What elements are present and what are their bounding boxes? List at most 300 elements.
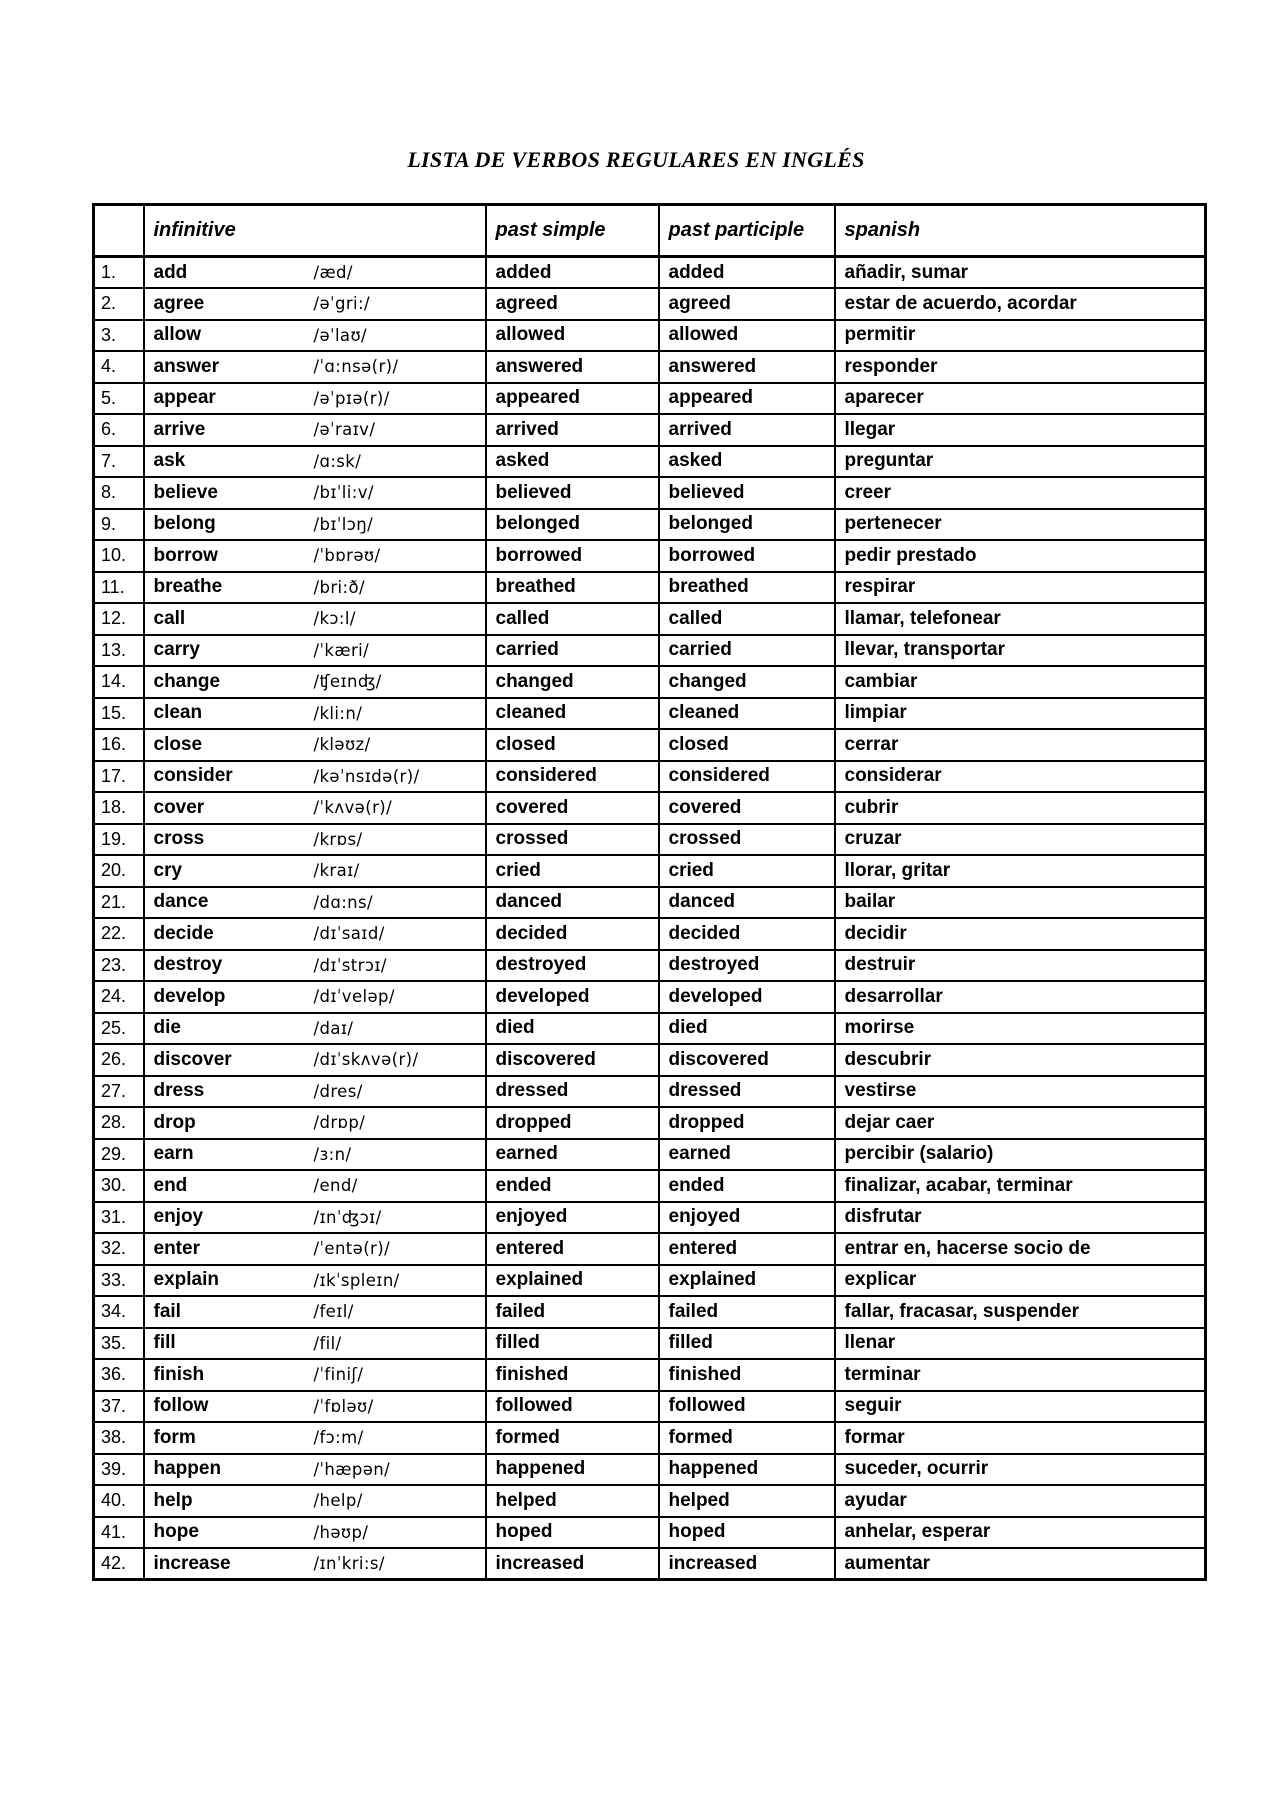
row-number: 26. bbox=[94, 1044, 144, 1076]
table-row bbox=[94, 446, 1206, 478]
verb-infinitive: decide bbox=[153, 922, 214, 944]
verb-spanish: finalizar, acabar, terminar bbox=[835, 1170, 1206, 1202]
infinitive-cell bbox=[144, 1328, 486, 1360]
table-row bbox=[94, 1107, 1206, 1139]
table-row bbox=[94, 887, 1206, 919]
verb-past-participle: enjoyed bbox=[659, 1202, 835, 1234]
verb-spanish: seguir bbox=[835, 1391, 1206, 1423]
verb-past-participle: allowed bbox=[659, 320, 835, 352]
verb-infinitive: cross bbox=[153, 828, 205, 850]
verb-past-participle: belonged bbox=[659, 509, 835, 541]
verb-past-participle: dressed bbox=[659, 1076, 835, 1108]
infinitive-cell bbox=[144, 1139, 486, 1171]
verb-infinitive: appear bbox=[153, 387, 216, 409]
verb-past-simple: borrowed bbox=[486, 540, 659, 572]
verb-past-simple: developed bbox=[486, 981, 659, 1013]
verb-phonetic: /ɜ:n/ bbox=[313, 1144, 352, 1164]
verb-spanish: pedir prestado bbox=[835, 540, 1206, 572]
verb-past-participle: hoped bbox=[659, 1517, 835, 1549]
verb-past-simple: ended bbox=[486, 1170, 659, 1202]
verb-spanish: aparecer bbox=[835, 383, 1206, 415]
header-infinitive: infinitive bbox=[144, 205, 486, 257]
infinitive-cell bbox=[144, 1233, 486, 1265]
verb-spanish: formar bbox=[835, 1422, 1206, 1454]
verb-phonetic: /ˈhæpən/ bbox=[313, 1459, 391, 1479]
verb-past-simple: believed bbox=[486, 477, 659, 509]
verb-past-participle: answered bbox=[659, 351, 835, 383]
verb-past-simple: carried bbox=[486, 635, 659, 667]
row-number: 17. bbox=[94, 761, 144, 793]
header-row bbox=[94, 205, 1206, 257]
verb-spanish: añadir, sumar bbox=[835, 257, 1206, 289]
row-number: 12. bbox=[94, 603, 144, 635]
row-number: 27. bbox=[94, 1076, 144, 1108]
verb-spanish: explicar bbox=[835, 1265, 1206, 1297]
verb-past-simple: allowed bbox=[486, 320, 659, 352]
row-number: 15. bbox=[94, 698, 144, 730]
row-number: 2. bbox=[94, 288, 144, 320]
row-number: 30. bbox=[94, 1170, 144, 1202]
verb-past-simple: died bbox=[486, 1013, 659, 1045]
verb-infinitive: answer bbox=[153, 355, 219, 377]
verb-past-simple: entered bbox=[486, 1233, 659, 1265]
verb-infinitive: close bbox=[153, 733, 203, 755]
table-row bbox=[94, 698, 1206, 730]
table-row bbox=[94, 1202, 1206, 1234]
verb-infinitive: help bbox=[153, 1489, 193, 1511]
row-number: 35. bbox=[94, 1328, 144, 1360]
verb-spanish: cruzar bbox=[835, 824, 1206, 856]
verb-past-participle: cleaned bbox=[659, 698, 835, 730]
verb-past-simple: happened bbox=[486, 1454, 659, 1486]
verb-past-simple: cried bbox=[486, 855, 659, 887]
verb-spanish: respirar bbox=[835, 572, 1206, 604]
table-row bbox=[94, 1485, 1206, 1517]
infinitive-cell bbox=[144, 1296, 486, 1328]
row-number: 8. bbox=[94, 477, 144, 509]
verb-phonetic: /kəˈnsɪdə(r)/ bbox=[313, 766, 420, 786]
row-number: 33. bbox=[94, 1265, 144, 1297]
verb-past-simple: answered bbox=[486, 351, 659, 383]
row-number: 3. bbox=[94, 320, 144, 352]
verb-spanish: estar de acuerdo, acordar bbox=[835, 288, 1206, 320]
verb-infinitive: fill bbox=[153, 1332, 176, 1354]
verb-spanish: responder bbox=[835, 351, 1206, 383]
verb-past-participle: covered bbox=[659, 792, 835, 824]
verb-phonetic: /ˈentə(r)/ bbox=[313, 1239, 391, 1259]
table-row bbox=[94, 666, 1206, 698]
infinitive-cell bbox=[144, 1548, 486, 1580]
verb-past-simple: followed bbox=[486, 1391, 659, 1423]
header-past-participle: past participle bbox=[659, 205, 835, 257]
verb-past-participle: added bbox=[659, 257, 835, 289]
infinitive-cell bbox=[144, 351, 486, 383]
verb-past-participle: failed bbox=[659, 1296, 835, 1328]
verb-past-simple: helped bbox=[486, 1485, 659, 1517]
row-number: 6. bbox=[94, 414, 144, 446]
verb-past-participle: agreed bbox=[659, 288, 835, 320]
infinitive-cell bbox=[144, 383, 486, 415]
row-number: 32. bbox=[94, 1233, 144, 1265]
verb-infinitive: ask bbox=[153, 450, 186, 472]
verb-past-simple: added bbox=[486, 257, 659, 289]
verb-past-simple: crossed bbox=[486, 824, 659, 856]
verb-table-body bbox=[94, 257, 1206, 1580]
row-number: 19. bbox=[94, 824, 144, 856]
verb-past-participle: called bbox=[659, 603, 835, 635]
verb-spanish: vestirse bbox=[835, 1076, 1206, 1108]
infinitive-cell bbox=[144, 792, 486, 824]
verb-past-simple: enjoyed bbox=[486, 1202, 659, 1234]
verb-spanish: llegar bbox=[835, 414, 1206, 446]
verb-spanish: considerar bbox=[835, 761, 1206, 793]
verb-past-simple: hoped bbox=[486, 1517, 659, 1549]
infinitive-cell bbox=[144, 1454, 486, 1486]
verb-past-simple: discovered bbox=[486, 1044, 659, 1076]
row-number: 10. bbox=[94, 540, 144, 572]
row-number: 11. bbox=[94, 572, 144, 604]
verb-spanish: llevar, transportar bbox=[835, 635, 1206, 667]
table-row bbox=[94, 1517, 1206, 1549]
verb-past-participle: destroyed bbox=[659, 950, 835, 982]
row-number: 9. bbox=[94, 509, 144, 541]
table-row bbox=[94, 1422, 1206, 1454]
verb-spanish: disfrutar bbox=[835, 1202, 1206, 1234]
infinitive-cell bbox=[144, 729, 486, 761]
infinitive-cell bbox=[144, 1265, 486, 1297]
verb-past-simple: called bbox=[486, 603, 659, 635]
verb-phonetic: /əˈgri:/ bbox=[313, 294, 370, 314]
verb-infinitive: end bbox=[153, 1174, 188, 1196]
verb-infinitive: discover bbox=[153, 1048, 232, 1070]
table-row bbox=[94, 1548, 1206, 1580]
table-row bbox=[94, 1170, 1206, 1202]
verb-infinitive: finish bbox=[153, 1363, 205, 1385]
verb-phonetic: /end/ bbox=[313, 1176, 358, 1196]
verb-infinitive: enjoy bbox=[153, 1206, 204, 1228]
verb-spanish: preguntar bbox=[835, 446, 1206, 478]
verb-phonetic: /kli:n/ bbox=[313, 703, 363, 723]
verb-spanish: destruir bbox=[835, 950, 1206, 982]
verb-past-simple: destroyed bbox=[486, 950, 659, 982]
verb-spanish: cubrir bbox=[835, 792, 1206, 824]
table-row bbox=[94, 855, 1206, 887]
row-number: 36. bbox=[94, 1359, 144, 1391]
verb-infinitive: increase bbox=[153, 1552, 231, 1574]
row-number: 21. bbox=[94, 887, 144, 919]
table-row bbox=[94, 1233, 1206, 1265]
verb-past-simple: arrived bbox=[486, 414, 659, 446]
verb-infinitive: add bbox=[153, 261, 188, 283]
header-spanish: spanish bbox=[835, 205, 1206, 257]
row-number: 24. bbox=[94, 981, 144, 1013]
verb-infinitive: die bbox=[153, 1017, 181, 1039]
infinitive-cell bbox=[144, 887, 486, 919]
verb-phonetic: /dɪˈskʌvə(r)/ bbox=[313, 1050, 419, 1070]
row-number: 16. bbox=[94, 729, 144, 761]
verb-past-simple: earned bbox=[486, 1139, 659, 1171]
table-row bbox=[94, 1328, 1206, 1360]
verb-past-participle: danced bbox=[659, 887, 835, 919]
verb-phonetic: /ˈkʌvə(r)/ bbox=[313, 798, 393, 818]
verb-past-simple: agreed bbox=[486, 288, 659, 320]
verb-infinitive: hope bbox=[153, 1521, 199, 1543]
verb-phonetic: /həʊp/ bbox=[313, 1522, 369, 1542]
verb-infinitive: call bbox=[153, 607, 186, 629]
document-title: LISTA DE VERBOS REGULARES EN INGLÉS bbox=[407, 147, 865, 172]
verb-phonetic: /dɪˈsaɪd/ bbox=[313, 924, 385, 944]
verb-infinitive: happen bbox=[153, 1458, 222, 1480]
table-row bbox=[94, 950, 1206, 982]
verb-infinitive: earn bbox=[153, 1143, 194, 1165]
verb-infinitive: borrow bbox=[153, 544, 218, 566]
verb-spanish: anhelar, esperar bbox=[835, 1517, 1206, 1549]
table-row bbox=[94, 1454, 1206, 1486]
verb-spanish: creer bbox=[835, 477, 1206, 509]
verb-past-participle: helped bbox=[659, 1485, 835, 1517]
verb-phonetic: /dɑ:ns/ bbox=[313, 892, 373, 912]
verb-phonetic: /ˈfiniʃ/ bbox=[313, 1365, 364, 1385]
verb-spanish: suceder, ocurrir bbox=[835, 1454, 1206, 1486]
row-number: 20. bbox=[94, 855, 144, 887]
verb-phonetic: /daɪ/ bbox=[313, 1018, 354, 1038]
verb-phonetic: /fil/ bbox=[313, 1333, 342, 1353]
table-row bbox=[94, 257, 1206, 289]
verb-infinitive: carry bbox=[153, 639, 200, 661]
verb-past-simple: asked bbox=[486, 446, 659, 478]
verb-infinitive: breathe bbox=[153, 576, 223, 598]
verb-past-simple: covered bbox=[486, 792, 659, 824]
row-number: 18. bbox=[94, 792, 144, 824]
verb-spanish: llorar, gritar bbox=[835, 855, 1206, 887]
verb-phonetic: /bɪˈli:v/ bbox=[313, 483, 374, 503]
verb-spanish: aumentar bbox=[835, 1548, 1206, 1580]
verb-past-participle: entered bbox=[659, 1233, 835, 1265]
verb-spanish: bailar bbox=[835, 887, 1206, 919]
verb-spanish: cerrar bbox=[835, 729, 1206, 761]
row-number: 28. bbox=[94, 1107, 144, 1139]
table-row bbox=[94, 477, 1206, 509]
verb-infinitive: consider bbox=[153, 765, 233, 787]
infinitive-cell bbox=[144, 761, 486, 793]
table-row bbox=[94, 918, 1206, 950]
verb-infinitive: allow bbox=[153, 324, 202, 346]
table-row bbox=[94, 761, 1206, 793]
verb-past-participle: arrived bbox=[659, 414, 835, 446]
verb-past-participle: carried bbox=[659, 635, 835, 667]
verb-phonetic: /drɒp/ bbox=[313, 1113, 366, 1133]
infinitive-cell bbox=[144, 414, 486, 446]
verb-past-participle: explained bbox=[659, 1265, 835, 1297]
verb-phonetic: /ˈfɒləʊ/ bbox=[313, 1396, 374, 1416]
row-number: 41. bbox=[94, 1517, 144, 1549]
verb-past-participle: asked bbox=[659, 446, 835, 478]
table-row bbox=[94, 1359, 1206, 1391]
verb-spanish: cambiar bbox=[835, 666, 1206, 698]
infinitive-cell bbox=[144, 572, 486, 604]
verb-infinitive: change bbox=[153, 670, 221, 692]
verb-phonetic: /əˈraɪv/ bbox=[313, 420, 376, 440]
verb-phonetic: /ʧeɪnʤ/ bbox=[313, 672, 382, 692]
infinitive-cell bbox=[144, 540, 486, 572]
verb-infinitive: agree bbox=[153, 292, 205, 314]
verb-infinitive: clean bbox=[153, 702, 203, 724]
verb-past-participle: decided bbox=[659, 918, 835, 950]
infinitive-cell bbox=[144, 1170, 486, 1202]
row-number: 34. bbox=[94, 1296, 144, 1328]
infinitive-cell bbox=[144, 1107, 486, 1139]
infinitive-cell bbox=[144, 1044, 486, 1076]
verb-infinitive: form bbox=[153, 1426, 196, 1448]
verb-table bbox=[92, 203, 1207, 1581]
infinitive-cell bbox=[144, 288, 486, 320]
table-row bbox=[94, 635, 1206, 667]
verb-phonetic: /ɑ:sk/ bbox=[313, 451, 362, 471]
verb-past-participle: crossed bbox=[659, 824, 835, 856]
verb-past-simple: finished bbox=[486, 1359, 659, 1391]
verb-past-simple: increased bbox=[486, 1548, 659, 1580]
verb-infinitive: believe bbox=[153, 481, 218, 503]
verb-phonetic: /ɪnˈʤɔɪ/ bbox=[313, 1207, 382, 1227]
verb-phonetic: /ˈbɒrəʊ/ bbox=[313, 546, 381, 566]
verb-past-simple: dressed bbox=[486, 1076, 659, 1108]
table-row bbox=[94, 1139, 1206, 1171]
row-number: 29. bbox=[94, 1139, 144, 1171]
verb-spanish: pertenecer bbox=[835, 509, 1206, 541]
verb-phonetic: /əˈlaʊ/ bbox=[313, 325, 367, 345]
verb-past-participle: borrowed bbox=[659, 540, 835, 572]
verb-infinitive: explain bbox=[153, 1269, 219, 1291]
verb-past-participle: earned bbox=[659, 1139, 835, 1171]
verb-past-simple: breathed bbox=[486, 572, 659, 604]
verb-past-simple: appeared bbox=[486, 383, 659, 415]
verb-spanish: decidir bbox=[835, 918, 1206, 950]
table-row bbox=[94, 540, 1206, 572]
verb-phonetic: /bɪˈlɔŋ/ bbox=[313, 514, 374, 534]
verb-past-simple: failed bbox=[486, 1296, 659, 1328]
verb-infinitive: drop bbox=[153, 1111, 196, 1133]
row-number: 31. bbox=[94, 1202, 144, 1234]
verb-past-participle: increased bbox=[659, 1548, 835, 1580]
verb-past-participle: cried bbox=[659, 855, 835, 887]
row-number: 1. bbox=[94, 257, 144, 289]
verb-past-simple: changed bbox=[486, 666, 659, 698]
verb-phonetic: /help/ bbox=[313, 1491, 363, 1511]
infinitive-cell bbox=[144, 1485, 486, 1517]
verb-phonetic: /kɔ:l/ bbox=[313, 609, 356, 629]
infinitive-cell bbox=[144, 477, 486, 509]
verb-infinitive: arrive bbox=[153, 418, 206, 440]
verb-past-participle: died bbox=[659, 1013, 835, 1045]
table-row bbox=[94, 1296, 1206, 1328]
row-number: 23. bbox=[94, 950, 144, 982]
row-number: 4. bbox=[94, 351, 144, 383]
verb-phonetic: /dres/ bbox=[313, 1081, 363, 1101]
verb-past-simple: cleaned bbox=[486, 698, 659, 730]
table-row bbox=[94, 729, 1206, 761]
infinitive-cell bbox=[144, 1391, 486, 1423]
verb-past-participle: closed bbox=[659, 729, 835, 761]
infinitive-cell bbox=[144, 257, 486, 289]
table-row bbox=[94, 1076, 1206, 1108]
verb-phonetic: /dɪˈstrɔɪ/ bbox=[313, 955, 387, 975]
table-row bbox=[94, 792, 1206, 824]
table-row bbox=[94, 981, 1206, 1013]
verb-past-participle: believed bbox=[659, 477, 835, 509]
row-number: 25. bbox=[94, 1013, 144, 1045]
infinitive-cell bbox=[144, 1013, 486, 1045]
header-past-simple: past simple bbox=[486, 205, 659, 257]
header-number-cell bbox=[94, 205, 144, 257]
verb-infinitive: follow bbox=[153, 1395, 209, 1417]
infinitive-cell bbox=[144, 635, 486, 667]
table-row bbox=[94, 288, 1206, 320]
row-number: 37. bbox=[94, 1391, 144, 1423]
table-row bbox=[94, 1391, 1206, 1423]
infinitive-cell bbox=[144, 1202, 486, 1234]
infinitive-cell bbox=[144, 1359, 486, 1391]
verb-infinitive: enter bbox=[153, 1237, 200, 1259]
verb-spanish: llamar, telefonear bbox=[835, 603, 1206, 635]
infinitive-cell bbox=[144, 1422, 486, 1454]
verb-phonetic: /əˈpɪə(r)/ bbox=[313, 388, 390, 408]
verb-past-simple: formed bbox=[486, 1422, 659, 1454]
verb-phonetic: /dɪˈveləp/ bbox=[313, 987, 395, 1007]
verb-spanish: terminar bbox=[835, 1359, 1206, 1391]
row-number: 42. bbox=[94, 1548, 144, 1580]
verb-phonetic: /ˈkæri/ bbox=[313, 640, 370, 660]
verb-phonetic: /fɔ:m/ bbox=[313, 1428, 364, 1448]
verb-past-simple: explained bbox=[486, 1265, 659, 1297]
verb-spanish: llenar bbox=[835, 1328, 1206, 1360]
verb-past-participle: breathed bbox=[659, 572, 835, 604]
verb-past-simple: considered bbox=[486, 761, 659, 793]
verb-spanish: morirse bbox=[835, 1013, 1206, 1045]
verb-past-participle: finished bbox=[659, 1359, 835, 1391]
row-number: 7. bbox=[94, 446, 144, 478]
verb-spanish: dejar caer bbox=[835, 1107, 1206, 1139]
verb-spanish: limpiar bbox=[835, 698, 1206, 730]
infinitive-cell bbox=[144, 446, 486, 478]
verb-past-simple: belonged bbox=[486, 509, 659, 541]
verb-phonetic: /feɪl/ bbox=[313, 1302, 354, 1322]
verb-infinitive: dance bbox=[153, 891, 209, 913]
table-row bbox=[94, 414, 1206, 446]
verb-past-participle: considered bbox=[659, 761, 835, 793]
table-row bbox=[94, 572, 1206, 604]
row-number: 38. bbox=[94, 1422, 144, 1454]
verb-past-participle: followed bbox=[659, 1391, 835, 1423]
infinitive-cell bbox=[144, 320, 486, 352]
verb-past-participle: developed bbox=[659, 981, 835, 1013]
verb-past-participle: formed bbox=[659, 1422, 835, 1454]
row-number: 5. bbox=[94, 383, 144, 415]
verb-spanish: percibir (salario) bbox=[835, 1139, 1206, 1171]
verb-phonetic: /kləʊz/ bbox=[313, 735, 371, 755]
table-row bbox=[94, 320, 1206, 352]
verb-infinitive: dress bbox=[153, 1080, 205, 1102]
verb-spanish: desarrollar bbox=[835, 981, 1206, 1013]
verb-past-participle: discovered bbox=[659, 1044, 835, 1076]
row-number: 14. bbox=[94, 666, 144, 698]
row-number: 22. bbox=[94, 918, 144, 950]
verb-spanish: permitir bbox=[835, 320, 1206, 352]
infinitive-cell bbox=[144, 666, 486, 698]
infinitive-cell bbox=[144, 1076, 486, 1108]
infinitive-cell bbox=[144, 918, 486, 950]
table-row bbox=[94, 1265, 1206, 1297]
verb-phonetic: /ˈɑ:nsə(r)/ bbox=[313, 357, 399, 377]
